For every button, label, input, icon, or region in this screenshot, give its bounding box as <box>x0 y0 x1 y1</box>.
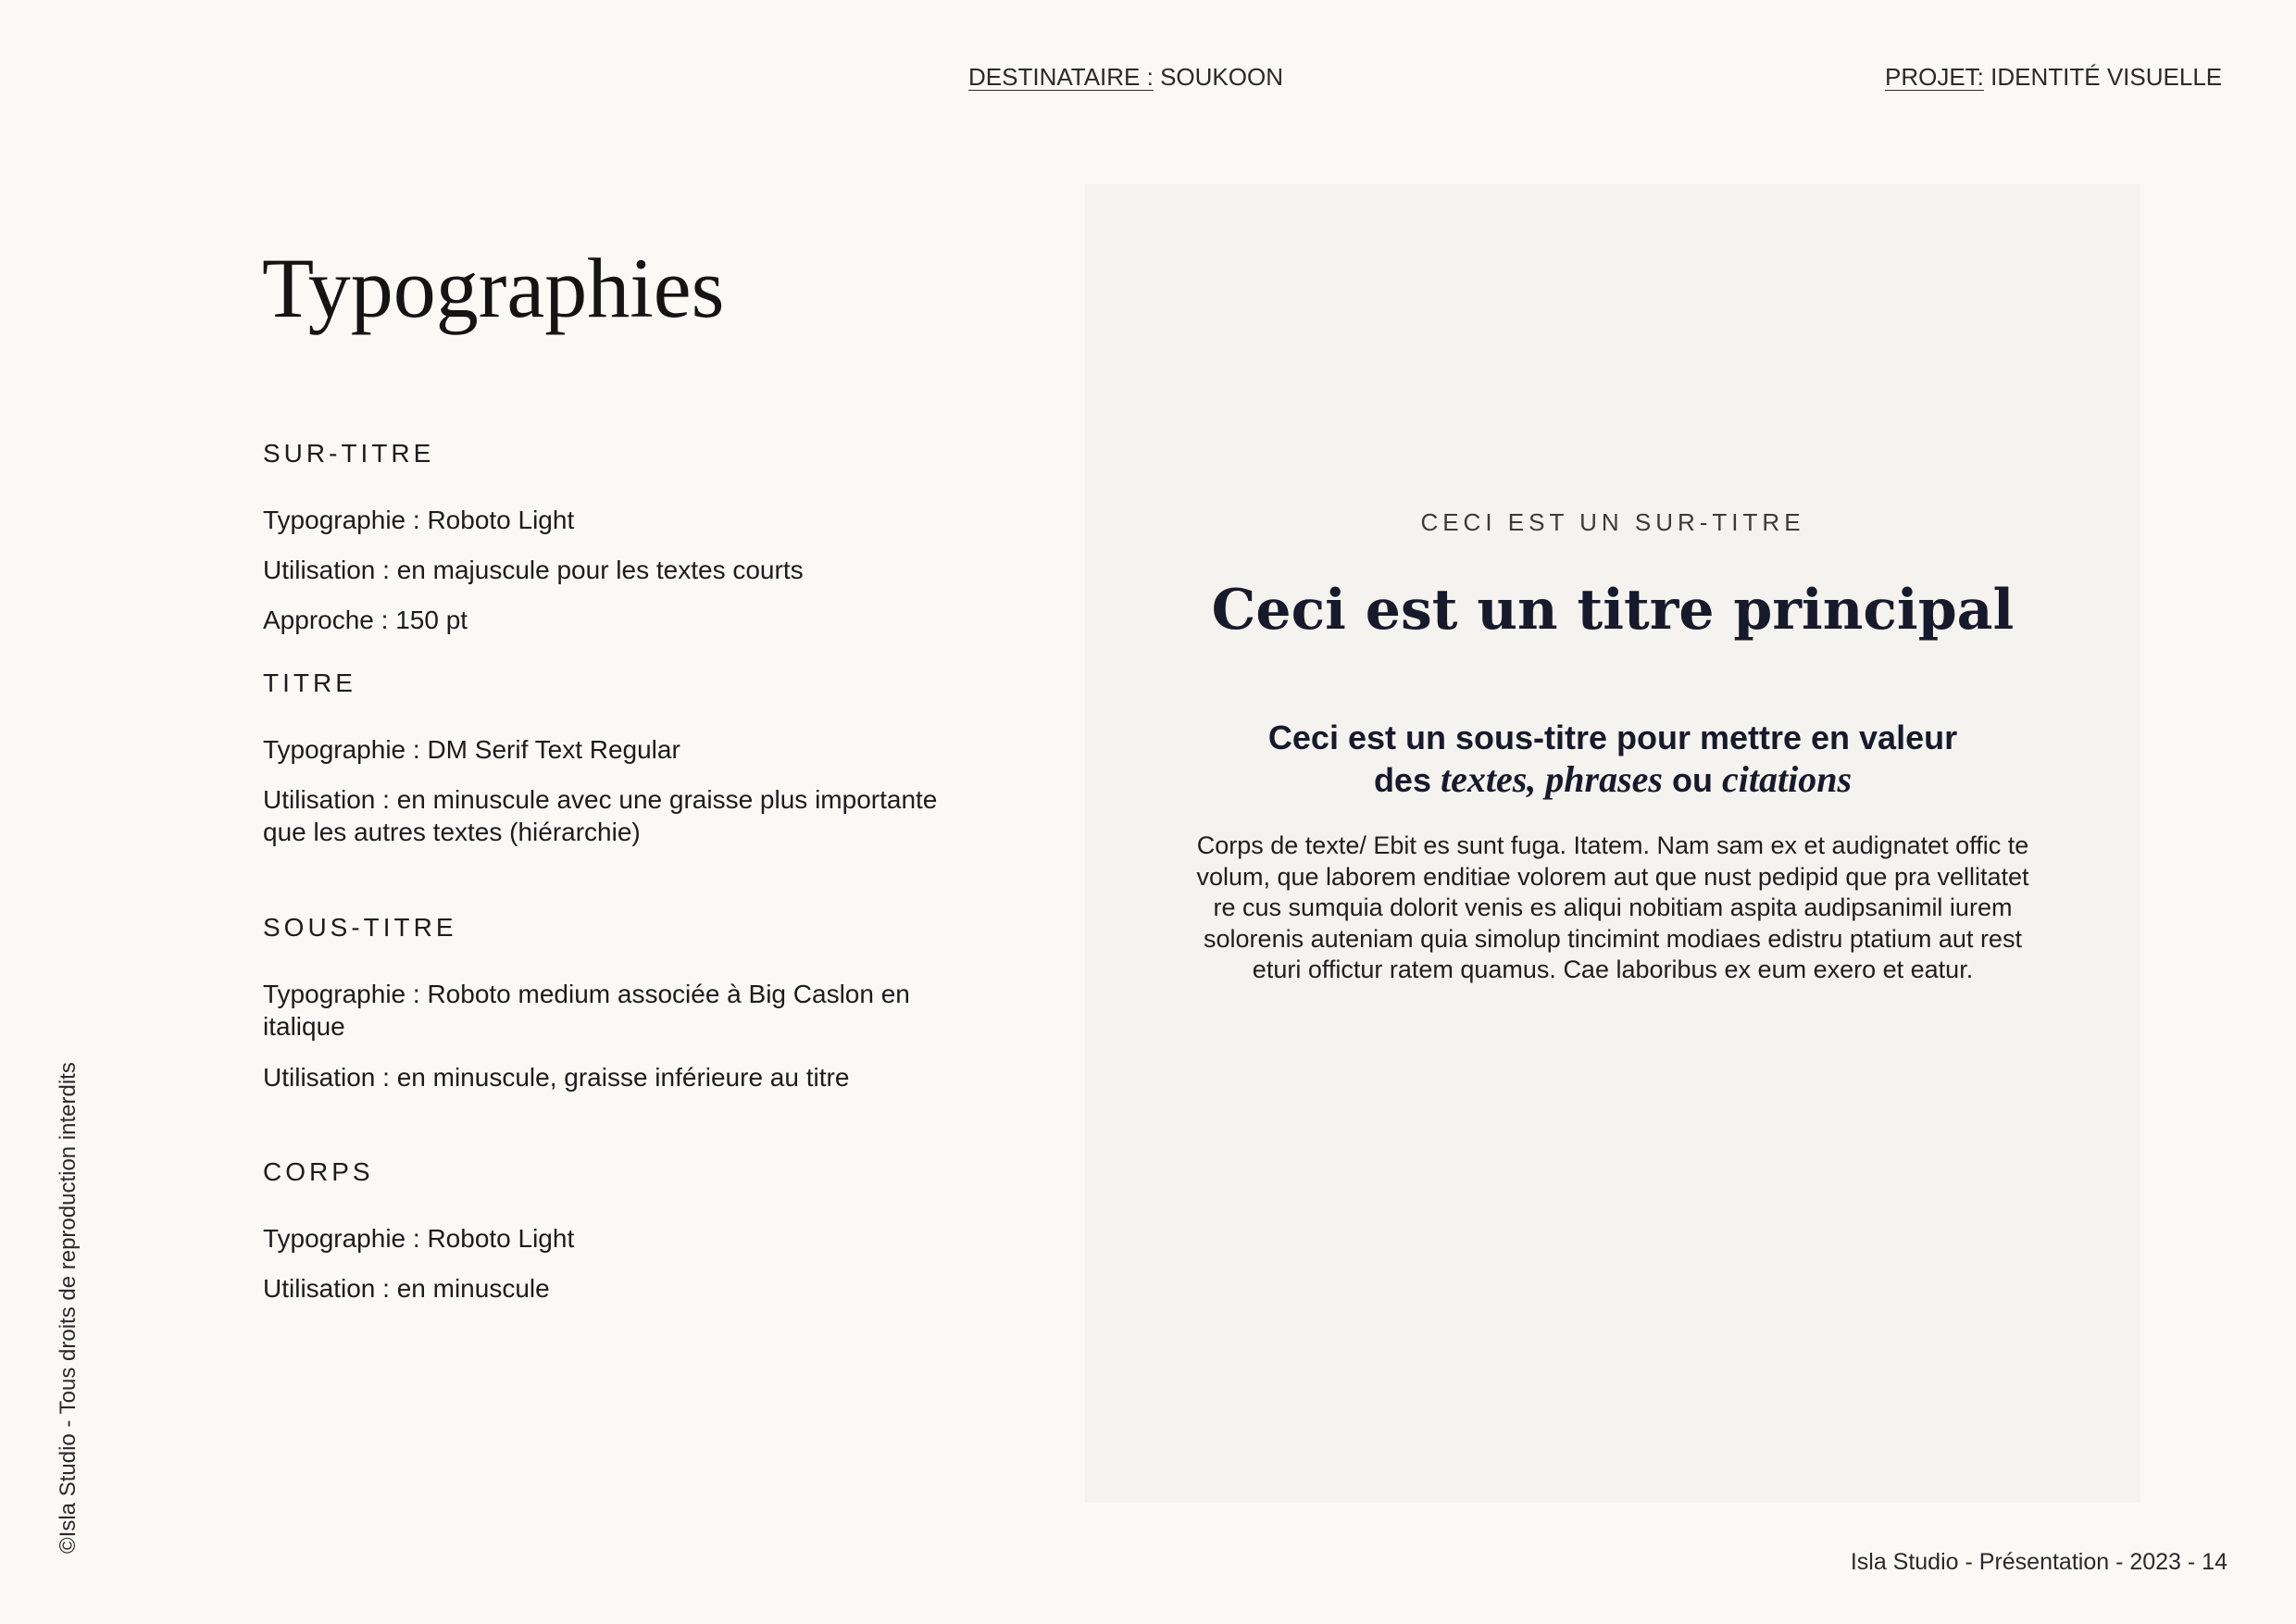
sample-subtitle-italic: textes, phrases <box>1441 758 1663 800</box>
spec-line: Utilisation : en minuscule, graisse inférieure au titre <box>263 1063 850 1092</box>
spec-heading-overtitle: SUR-TITRE <box>263 439 435 468</box>
spec-heading-body: CORPS <box>263 1157 374 1186</box>
spec-line: Typographie : Roboto Light <box>263 506 575 534</box>
typography-sample-panel <box>1085 184 2140 1503</box>
spec-heading-subtitle: SOUS-TITRE <box>263 913 457 942</box>
spec-line: Utilisation : en minuscule avec une graisse plus importante que les autres textes (hiérarchie) <box>263 785 938 846</box>
sample-overtitle: CECI EST UN SUR-TITRE <box>1420 508 1805 536</box>
header-project <box>1885 63 2222 92</box>
spec-line: Typographie : Roboto medium associée à Big Caslon en italique <box>263 980 910 1041</box>
spec-line: Typographie : Roboto Light <box>263 1224 575 1253</box>
copyright-notice: ©Isla Studio - Tous droits de reproduction interdits <box>56 1062 81 1554</box>
header-recipient <box>968 63 1283 92</box>
spec-line: Typographie : DM Serif Text Regular <box>263 735 680 764</box>
sample-subtitle-des: des <box>1373 761 1431 799</box>
page-footer: Isla Studio - Présentation - 2023 - 14 <box>1850 1549 2227 1575</box>
sample-title: Ceci est un titre principal <box>1211 578 2015 643</box>
page-title: Typographies <box>262 241 725 335</box>
project-label: PROJET: <box>1885 63 1984 91</box>
spec-line: Utilisation : en minuscule <box>263 1274 550 1303</box>
sample-subtitle-line1: Ceci est un sous-titre pour mettre en valeur <box>1267 718 1958 756</box>
recipient-label: DESTINATAIRE : <box>968 63 1154 91</box>
spec-line: Utilisation : en majuscule pour les textes courts <box>263 556 804 584</box>
project-value: IDENTITÉ VISUELLE <box>1990 63 2223 91</box>
recipient-value: SOUKOON <box>1160 63 1283 91</box>
sample-subtitle-italic: citations <box>1722 758 1853 800</box>
sample-subtitle <box>1085 717 2140 801</box>
spec-heading-title: TITRE <box>263 668 356 697</box>
sample-subtitle-ou: ou <box>1672 761 1713 799</box>
sample-body-text: Corps de texte/ Ebit es sunt fuga. Itatem. Nam sam ex et audignatet offic te volum, que laborem enditiae volorem aut que nust pedipid que pra vellitatet re cus sumquia dolorit venis es aliqui nobitiam aspita audipsanimil iurem solorenis auteniam quia simolup tincimint modiaes edistru ptatium aut rest eturi offictur ratem quamus. Cae laboribus ex eum exero et eatur. <box>1196 831 2029 983</box>
spec-line: Approche : 150 pt <box>263 606 468 634</box>
